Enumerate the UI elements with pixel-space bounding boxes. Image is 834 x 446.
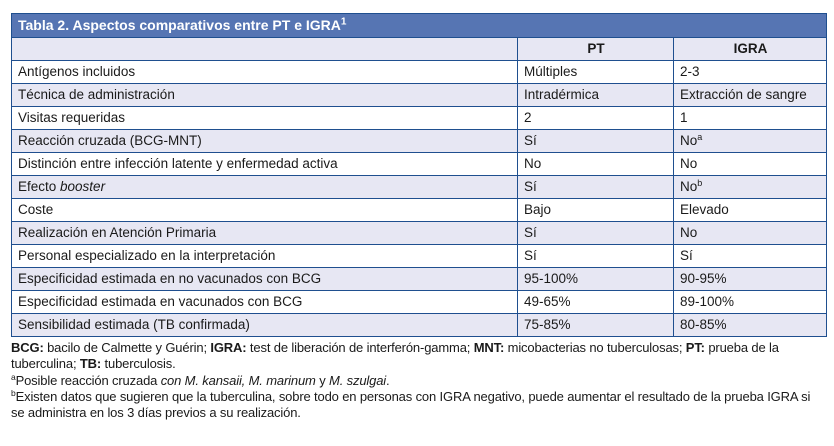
igra-cell xyxy=(674,84,827,107)
pt-cell xyxy=(518,222,674,245)
row-label xyxy=(12,291,518,314)
row-label xyxy=(12,84,518,107)
igra-value: 90-95% xyxy=(680,271,727,286)
table-row xyxy=(12,84,827,107)
pt-value: 49-65% xyxy=(524,294,571,309)
column-header-row xyxy=(12,38,827,61)
table-row xyxy=(12,291,827,314)
pt-value: Múltiples xyxy=(524,64,578,79)
table-row xyxy=(12,107,827,130)
igra-value: No xyxy=(680,156,698,171)
igra-value: 80-85% xyxy=(680,317,727,332)
igra-value: Extracción de sangre xyxy=(680,87,807,102)
pt-cell xyxy=(518,107,674,130)
pt-value: Sí xyxy=(524,179,537,194)
row-label-text: Sensibilidad estimada (TB confirmada) xyxy=(18,317,250,332)
abbreviation-term: TB: xyxy=(79,356,102,372)
row-label-text: Reacción cruzada (BCG-MNT) xyxy=(18,133,202,148)
abbreviation-definition: bacilo de Calmette y Guérin; xyxy=(43,340,211,355)
row-label xyxy=(12,107,518,130)
pt-value: 95-100% xyxy=(524,271,579,286)
table-row xyxy=(12,61,827,84)
igra-value: 89-100% xyxy=(680,294,735,309)
igra-value: No xyxy=(680,179,698,194)
igra-cell xyxy=(674,268,827,291)
pt-value: Sí xyxy=(524,133,537,148)
table-row xyxy=(12,245,827,268)
row-label xyxy=(12,176,518,199)
igra-cell xyxy=(674,153,827,176)
column-header-label xyxy=(12,38,518,61)
pt-cell xyxy=(518,176,674,199)
igra-footnote-marker: a xyxy=(697,132,703,142)
column-header-pt: PT xyxy=(518,38,674,61)
row-label xyxy=(12,61,518,84)
footnote-a-species2: M. szulgai xyxy=(329,372,387,388)
pt-value: 75-85% xyxy=(524,317,571,332)
table-notes xyxy=(11,340,826,421)
pt-value: Sí xyxy=(524,225,537,240)
footnote-b xyxy=(11,389,826,422)
pt-cell xyxy=(518,268,674,291)
row-label-text: Técnica de administración xyxy=(18,87,175,102)
table-body xyxy=(12,61,827,337)
footnote-b-marker: b xyxy=(11,387,16,398)
abbreviation-term: PT: xyxy=(685,340,705,355)
footnote-a-species: con M. kansaii, M. marinum xyxy=(160,372,316,388)
abbreviation-definition: test de liberación de interferón-gamma; xyxy=(246,340,474,355)
footnote-a-marker: a xyxy=(11,371,16,382)
pt-value: Sí xyxy=(524,248,537,263)
row-label-text: Efecto xyxy=(18,179,61,194)
pt-value: Bajo xyxy=(524,202,552,217)
abbreviations-note xyxy=(11,340,826,373)
pt-cell xyxy=(518,245,674,268)
pt-cell xyxy=(518,61,674,84)
igra-cell xyxy=(674,245,827,268)
abbreviation-definition: prueba de la tuberculina; xyxy=(11,340,779,372)
igra-value: Elevado xyxy=(680,202,729,217)
footnote-a xyxy=(11,373,826,389)
abbreviation-definition: tuberculosis. xyxy=(101,356,176,372)
title-footnote-marker: 1 xyxy=(340,16,347,28)
pt-cell xyxy=(518,199,674,222)
abbreviation-term: BCG: xyxy=(11,340,44,355)
row-label-text: Antígenos incluidos xyxy=(18,64,136,79)
footnote-a-text: Posible reacción cruzada xyxy=(15,372,161,388)
row-label xyxy=(12,222,518,245)
row-label xyxy=(12,314,518,337)
pt-value: No xyxy=(524,156,542,171)
igra-value: 1 xyxy=(680,110,688,125)
table-row xyxy=(12,314,827,337)
pt-value: Intradérmica xyxy=(524,87,600,102)
pt-cell xyxy=(518,84,674,107)
table-title-row xyxy=(12,14,827,38)
pt-value: 2 xyxy=(524,110,532,125)
comparison-table-container xyxy=(11,13,826,337)
row-label xyxy=(12,245,518,268)
pt-cell xyxy=(518,130,674,153)
igra-value: Sí xyxy=(680,248,693,263)
row-label xyxy=(12,130,518,153)
footnote-a-end: . xyxy=(386,372,390,388)
pt-cell xyxy=(518,314,674,337)
igra-cell xyxy=(674,314,827,337)
row-label-text: Distinción entre infección latente y enfermedad activa xyxy=(18,156,338,171)
table-row xyxy=(12,153,827,176)
igra-cell xyxy=(674,130,827,153)
pt-cell xyxy=(518,153,674,176)
column-header-igra: IGRA xyxy=(674,38,827,61)
igra-cell xyxy=(674,222,827,245)
row-label-italic: booster xyxy=(60,179,106,194)
table-row xyxy=(12,130,827,153)
table-title xyxy=(12,14,827,38)
row-label xyxy=(12,268,518,291)
igra-cell xyxy=(674,176,827,199)
igra-footnote-marker: b xyxy=(697,178,703,188)
igra-value: No xyxy=(680,225,698,240)
row-label-text: Visitas requeridas xyxy=(18,110,126,125)
table-row xyxy=(12,222,827,245)
igra-cell xyxy=(674,291,827,314)
row-label-text: Realización en Atención Primaria xyxy=(18,225,217,240)
table-row xyxy=(12,199,827,222)
row-label xyxy=(12,199,518,222)
row-label-text: Coste xyxy=(18,202,54,217)
igra-cell xyxy=(674,107,827,130)
abbreviation-term: MNT: xyxy=(473,340,505,355)
igra-value: No xyxy=(680,133,698,148)
row-label xyxy=(12,153,518,176)
footnote-a-text2: y xyxy=(315,372,330,388)
comparison-table xyxy=(11,13,827,337)
abbreviation-term: IGRA: xyxy=(210,340,247,355)
table-row xyxy=(12,176,827,199)
row-label-text: Especificidad estimada en vacunados con BCG xyxy=(18,294,303,309)
table-row xyxy=(12,268,827,291)
pt-cell xyxy=(518,291,674,314)
row-label-text: Personal especializado en la interpretación xyxy=(18,248,276,263)
table-title-text: Tabla 2. Aspectos comparativos entre PT e IGRA xyxy=(18,17,341,33)
igra-cell xyxy=(674,199,827,222)
abbreviation-definition: micobacterias no tuberculosas; xyxy=(504,340,686,355)
igra-cell xyxy=(674,61,827,84)
igra-value: 2-3 xyxy=(680,64,700,79)
footnote-b-text: Existen datos que sugieren que la tuberculina, sobre todo en personas con IGRA negativo, puede aumentar el resultado de la prueba IGRA si se administra en los 3 días previos a su realización. xyxy=(11,388,811,421)
row-label-text: Especificidad estimada en no vacunados con BCG xyxy=(18,271,322,286)
